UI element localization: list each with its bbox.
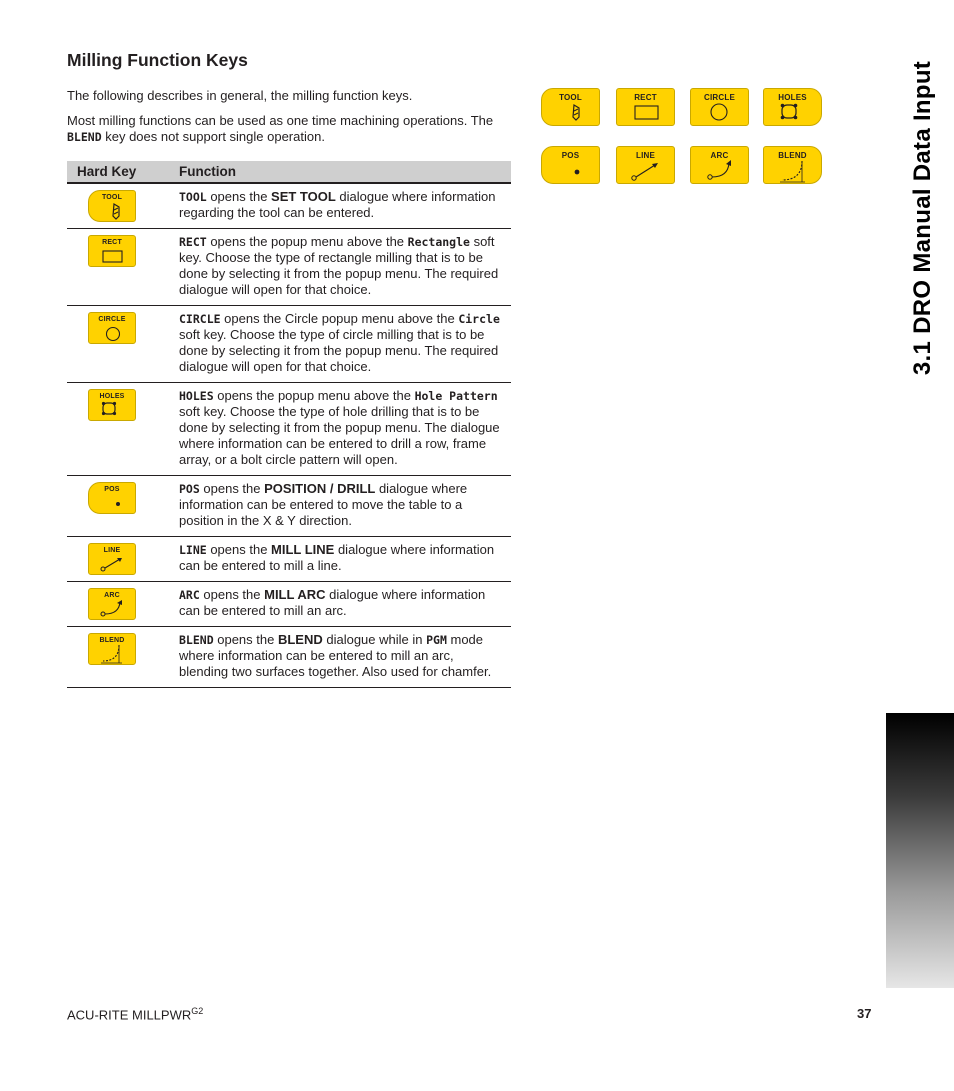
code-text: POS (179, 482, 200, 496)
footer-product (67, 1006, 203, 1022)
line-icon (617, 147, 676, 185)
chapter-tab-gradient (886, 713, 954, 988)
code-text: BLEND (179, 633, 214, 647)
line-description (179, 537, 511, 582)
desc-text: mode where information can be entered to mill an arc, blending two surfaces together. Also used for chamfer. (179, 632, 492, 679)
product-name: ACU-RITE MILLPWR (67, 1007, 192, 1023)
desc-text: opens the popup menu above the (213, 388, 415, 403)
table-row (67, 627, 511, 688)
circle-icon (89, 313, 137, 345)
code-text: CIRCLE (179, 312, 221, 326)
arc-icon (89, 589, 137, 621)
circle-key[interactable] (88, 312, 136, 344)
table-row (67, 229, 511, 306)
desc-text: dialogue where information can be entered to move the table to a position in the X & Y direction. (179, 481, 468, 528)
softkey-name: Rectangle (407, 235, 470, 249)
intro-text-b: key does not support single operation. (101, 129, 325, 144)
arc-key[interactable] (88, 588, 136, 620)
line-key[interactable] (88, 543, 136, 575)
tool-icon (542, 89, 601, 127)
pos-key[interactable] (88, 482, 136, 514)
circle-icon (691, 89, 750, 127)
point-icon (542, 147, 601, 185)
softkey-name: Hole Pattern (414, 389, 498, 403)
circle-description (179, 306, 511, 383)
dialogue-name: MILL LINE (271, 542, 335, 557)
keypad-key-label: TOOL (559, 93, 582, 102)
softkey-name: Circle (458, 312, 500, 326)
keypad-key-label: POS (561, 151, 580, 160)
desc-text: soft key. Choose the type of rectangle milling that is to be done by selecting it from the popup menu. The required dialogue will open for that choice. (179, 234, 499, 297)
rect-key[interactable] (88, 235, 136, 267)
keypad-pos-key[interactable] (541, 146, 600, 184)
desc-text: dialogue while in (322, 632, 427, 647)
table-header-row (67, 161, 511, 183)
keypad-tool-key[interactable] (541, 88, 600, 126)
keypad-holes-key[interactable] (763, 88, 822, 126)
keypad-key-label: HOLES (778, 93, 807, 102)
desc-text: dialogue where information can be entered to mill a line. (179, 542, 495, 573)
keypad-arc-key[interactable] (690, 146, 749, 184)
circle-key-label: CIRCLE (98, 316, 126, 323)
holes-description (179, 383, 511, 476)
tool-key[interactable] (88, 190, 136, 222)
desc-text: opens the popup menu above the (206, 234, 408, 249)
pos-description (179, 476, 511, 537)
line-icon (89, 544, 137, 576)
arc-description (179, 582, 511, 627)
blend-icon (764, 147, 823, 185)
table-row (67, 306, 511, 383)
desc-text: dialogue where information regarding the tool can be entered. (179, 189, 496, 220)
keypad-key-label: RECT (634, 93, 657, 102)
desc-text: opens the (199, 587, 265, 602)
code-text: LINE (179, 543, 207, 557)
tool-key-label: TOOL (101, 194, 123, 201)
arc-key-label: ARC (104, 592, 120, 599)
mode-name: PGM (426, 633, 447, 647)
desc-text: soft key. Choose the type of circle milling that is to be done by selecting it from the popup menu. The required dialogue will open for that choice. (179, 327, 499, 374)
blend-description (179, 627, 511, 688)
desc-text: opens the (206, 189, 272, 204)
keypad-key-label: CIRCLE (704, 93, 735, 102)
header-function: Function (179, 161, 511, 183)
intro-code-blend: BLEND (67, 130, 102, 144)
tool-description (179, 183, 511, 229)
desc-text: soft key. Choose the type of hole drilling that is to be done by selecting it from the popup menu. The dialogue where information can be entered to drill a row, frame array, or a bolt circle pattern will open. (179, 404, 500, 467)
rectangle-icon (89, 236, 137, 268)
code-text: HOLES (179, 389, 214, 403)
chapter-side-title (905, 48, 941, 388)
page-number: 37 (857, 1006, 872, 1021)
dialogue-name: SET TOOL (271, 189, 336, 204)
keypad-key-label: LINE (635, 151, 656, 160)
arc-icon (691, 147, 750, 185)
table-row (67, 383, 511, 476)
intro-text-a: Most milling functions can be used as one time machining operations. The (67, 113, 494, 128)
blend-icon (89, 634, 137, 666)
tool-icon (89, 191, 137, 223)
table-row (67, 476, 511, 537)
table-row (67, 582, 511, 627)
function-keys-table (67, 161, 511, 688)
intro-paragraph-1: The following describes in general, the milling function keys. (67, 88, 413, 103)
desc-text: opens the Circle popup menu above the (220, 311, 459, 326)
desc-text: opens the (213, 632, 278, 647)
code-text: TOOL (179, 190, 207, 204)
line-key-label: LINE (103, 547, 121, 554)
keypad-key-label: ARC (710, 151, 729, 160)
milling-keypad (541, 88, 831, 188)
desc-text: opens the (206, 542, 272, 557)
hole-pattern-icon (89, 390, 137, 422)
table-row (67, 183, 511, 229)
dialogue-name: POSITION / DRILL (264, 481, 376, 496)
keypad-circle-key[interactable] (690, 88, 749, 126)
hole-pattern-icon (764, 89, 823, 127)
holes-key[interactable] (88, 389, 136, 421)
keypad-line-key[interactable] (616, 146, 675, 184)
keypad-blend-key[interactable] (763, 146, 822, 184)
header-hard-key: Hard Key (67, 161, 179, 183)
dialogue-name: MILL ARC (264, 587, 326, 602)
pos-key-label: POS (104, 486, 120, 493)
point-icon (89, 483, 137, 515)
keypad-key-label: BLEND (778, 151, 807, 160)
rectangle-icon (617, 89, 676, 127)
code-text: RECT (179, 235, 207, 249)
table-row (67, 537, 511, 582)
chapter-title-text: 3.1 DRO Manual Data Input (909, 60, 936, 376)
desc-text: opens the (199, 481, 265, 496)
keypad-rect-key[interactable] (616, 88, 675, 126)
intro-paragraph-2 (67, 113, 512, 145)
blend-key[interactable] (88, 633, 136, 665)
desc-text: dialogue where information can be entered to mill an arc. (179, 587, 486, 618)
rect-description (179, 229, 511, 306)
section-title: Milling Function Keys (67, 50, 248, 70)
holes-key-label: HOLES (99, 393, 125, 400)
dialogue-name: BLEND (277, 632, 323, 647)
rect-key-label: RECT (102, 239, 122, 246)
blend-key-label: BLEND (99, 637, 125, 644)
code-text: ARC (179, 588, 200, 602)
product-superscript: G2 (191, 1006, 204, 1016)
